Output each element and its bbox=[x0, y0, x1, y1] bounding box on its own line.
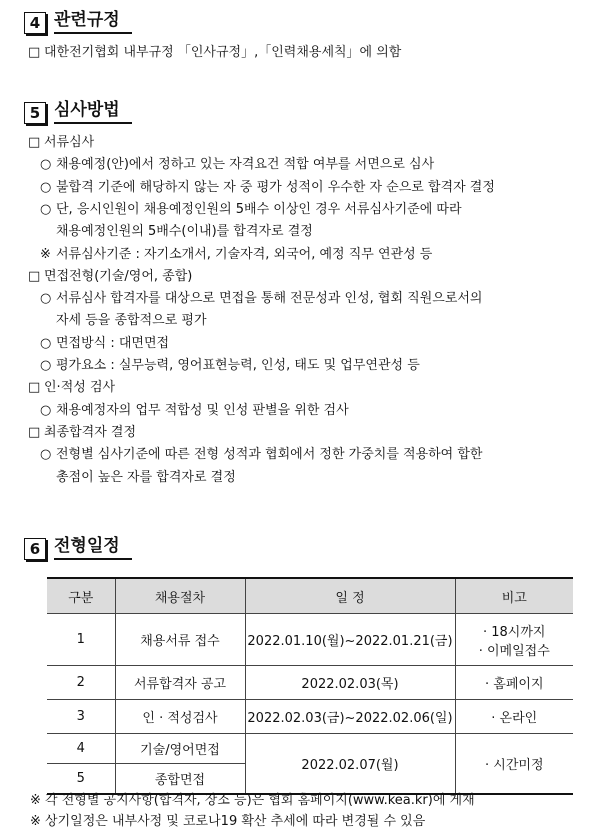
header-no: 구분 bbox=[47, 578, 115, 614]
row-notes bbox=[455, 700, 573, 734]
section-5-line-text: 서류심사기준 : 자기소개서, 기술자격, 외국어, 예정 직무 연관성 등 bbox=[56, 246, 433, 262]
reference-mark-icon: ※ bbox=[40, 246, 51, 262]
table-row bbox=[47, 734, 573, 764]
section-5-line-text: 서류심사 bbox=[44, 135, 95, 150]
circle-bullet-icon: ○ bbox=[40, 447, 52, 463]
section-5-line bbox=[56, 469, 236, 487]
section-5-line bbox=[28, 424, 136, 442]
section-5-line-text: 채용예정(안)에서 정하고 있는 자격요건 적합 여부를 서면으로 심사 bbox=[56, 157, 435, 173]
footnote: ※ 각 전형별 공지사항(합격자, 장소 등)은 협회 홈페이지(www.kea.kr)에 게재 bbox=[30, 793, 475, 808]
section-5-line-text: 평가요소 : 실무능력, 영어표현능력, 인성, 태도 및 업무연관성 등 bbox=[56, 358, 420, 373]
section-4-item bbox=[28, 44, 401, 62]
circle-bullet-icon: ○ bbox=[40, 358, 52, 373]
section-5-line bbox=[56, 312, 207, 330]
section-5-number: 5 bbox=[24, 102, 46, 124]
section-5-line-text: 면접전형(기술/영어, 종합) bbox=[44, 268, 193, 284]
section-4-number: 4 bbox=[24, 12, 46, 34]
section-5-line bbox=[40, 246, 432, 264]
section-5-line-text: 불합격 기준에 해당하지 않는 자 중 평가 성적이 우수한 자 순으로 합격자 결정 bbox=[56, 179, 495, 195]
row-date: 2022.02.07(월) bbox=[245, 734, 455, 794]
header-date: 일 정 bbox=[245, 578, 455, 614]
circle-bullet-icon: ○ bbox=[40, 402, 52, 418]
row-no: 5 bbox=[47, 764, 115, 794]
section-6-title: 전형일정 bbox=[54, 535, 132, 560]
table-row bbox=[47, 700, 573, 734]
section-5-line-text: 인·적성 검사 bbox=[44, 380, 116, 396]
section-5-line-text: 채용예정자의 업무 적합성 및 인성 판별을 위한 검사 bbox=[56, 402, 349, 418]
square-bullet-icon: □ bbox=[28, 135, 41, 150]
row-note: · 홈페이지 bbox=[485, 677, 544, 692]
section-5-line bbox=[40, 201, 462, 219]
square-bullet-icon: □ bbox=[28, 45, 41, 60]
section-5-line-text: 전형별 심사기준에 따른 전형 성적과 협회에서 정한 가중치를 적용하여 합한 bbox=[56, 447, 483, 463]
circle-bullet-icon: ○ bbox=[40, 335, 52, 351]
row-date: 2022.02.03(금)~2022.02.06(일) bbox=[245, 700, 455, 734]
row-date: 2022.02.03(목) bbox=[245, 666, 455, 700]
row-step: 서류합격자 공고 bbox=[115, 666, 245, 700]
circle-bullet-icon: ○ bbox=[40, 179, 52, 195]
section-5-line bbox=[40, 402, 349, 420]
section-5-line-text: 면접방식 : 대면면접 bbox=[56, 335, 170, 351]
row-note: · 시간미정 bbox=[485, 757, 544, 773]
circle-bullet-icon: ○ bbox=[40, 157, 52, 173]
section-5-line-text: 채용예정인원의 5배수(이내)를 합격자로 결정 bbox=[56, 224, 313, 240]
section-5-line bbox=[28, 268, 192, 286]
row-no: 1 bbox=[47, 614, 115, 666]
section-6-number: 6 bbox=[24, 538, 46, 560]
row-step: 인 · 적성검사 bbox=[115, 700, 245, 734]
section-4-header bbox=[24, 10, 132, 34]
row-notes bbox=[455, 614, 573, 666]
row-note: · 18시까지 bbox=[483, 624, 546, 640]
row-step: 기술/영어면접 bbox=[115, 734, 245, 764]
section-5-line-text: 최종합격자 결정 bbox=[44, 424, 137, 440]
section-5-line-text: 서류심사 합격자를 대상으로 면접을 통해 전문성과 인성, 협회 직원으로서의 bbox=[56, 291, 483, 307]
section-5-line bbox=[40, 156, 434, 174]
section-5-line bbox=[40, 179, 495, 197]
row-step: 채용서류 접수 bbox=[115, 614, 245, 666]
footnote: ※ 상기일정은 내부사정 및 코로나19 확산 추세에 따라 변경될 수 있음 bbox=[30, 814, 426, 829]
section-5-line bbox=[28, 379, 115, 397]
header-step: 채용절차 bbox=[115, 578, 245, 614]
section-5-line-text: 단, 응시인원이 채용예정인원의 5배수 이상인 경우 서류심사기준에 따라 bbox=[56, 201, 462, 217]
row-note: · 온라인 bbox=[491, 711, 538, 726]
row-step: 종합면접 bbox=[115, 764, 245, 794]
row-no: 3 bbox=[47, 700, 115, 734]
row-no: 4 bbox=[47, 734, 115, 764]
row-date: 2022.01.10(월)~2022.01.21(금) bbox=[245, 614, 455, 666]
section-5-line bbox=[28, 134, 94, 152]
section-5-line bbox=[40, 446, 483, 464]
section-5-line bbox=[40, 335, 169, 353]
section-5-header bbox=[24, 100, 132, 124]
section-5-line-text: 총점이 높은 자를 합격자로 결정 bbox=[56, 469, 236, 485]
row-notes bbox=[455, 666, 573, 700]
schedule-table bbox=[47, 577, 573, 795]
section-4-item-text: 대한전기협회 내부규정 「인사규정」,「인력채용세칙」에 의함 bbox=[44, 45, 402, 60]
section-6-header bbox=[24, 536, 132, 560]
header-notes: 비고 bbox=[455, 578, 573, 614]
section-4-title: 관련규정 bbox=[54, 9, 132, 34]
section-5-line-text: 자세 등을 종합적으로 평가 bbox=[56, 313, 207, 329]
row-note: · 이메일접수 bbox=[478, 643, 550, 659]
circle-bullet-icon: ○ bbox=[40, 291, 52, 307]
section-5-line bbox=[40, 357, 420, 375]
circle-bullet-icon: ○ bbox=[40, 201, 52, 217]
table-row bbox=[47, 614, 573, 666]
square-bullet-icon: □ bbox=[28, 424, 41, 440]
square-bullet-icon: □ bbox=[28, 268, 41, 284]
section-5-line bbox=[40, 290, 483, 308]
section-5-line bbox=[56, 223, 313, 241]
row-no: 2 bbox=[47, 666, 115, 700]
table-row bbox=[47, 666, 573, 700]
table-header-row bbox=[47, 578, 573, 614]
section-5-title: 심사방법 bbox=[54, 99, 132, 124]
square-bullet-icon: □ bbox=[28, 380, 41, 396]
row-notes bbox=[455, 734, 573, 794]
